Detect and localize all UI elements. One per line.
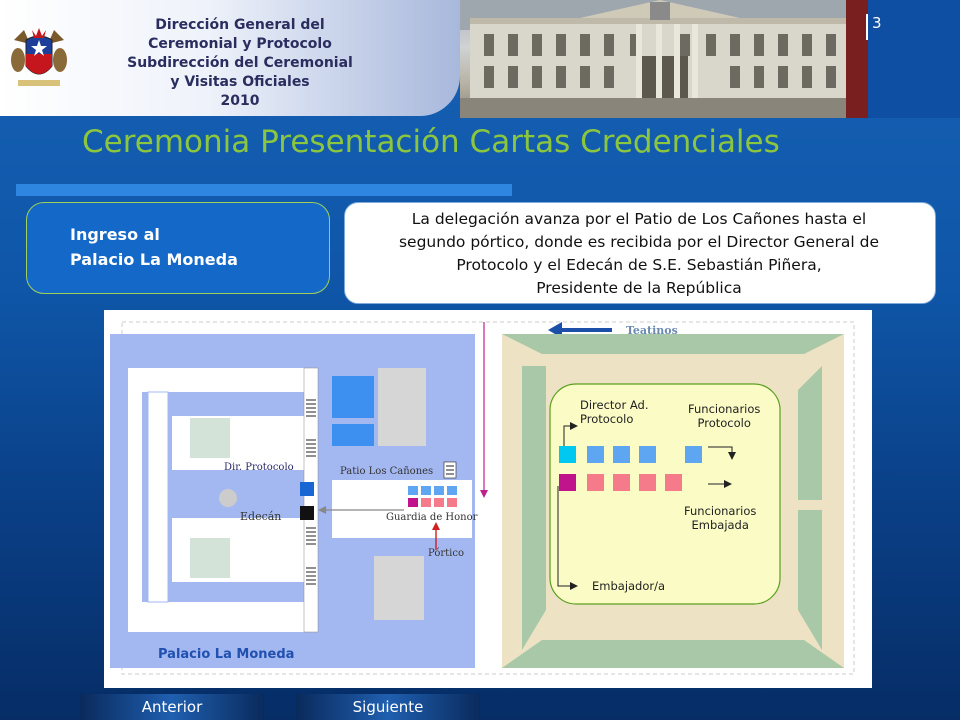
- street-label-teatinos: Teatinos: [626, 324, 678, 337]
- next-button[interactable]: Siguiente: [296, 694, 480, 720]
- page-number: 3: [872, 14, 882, 32]
- embassy-staff-marker: [639, 474, 656, 491]
- protocol-staff-marker: [613, 446, 630, 463]
- header-line: y Visitas Oficiales: [170, 74, 310, 90]
- coat-of-arms-logo: [8, 26, 70, 90]
- page-divider: [866, 14, 868, 40]
- edecan-label: Edecán: [240, 510, 282, 523]
- legend-func-protocolo-line: Protocolo: [697, 416, 751, 430]
- embassy-staff-marker: [613, 474, 630, 491]
- page-title: Ceremonia Presentación Cartas Credenciales: [82, 124, 780, 160]
- description-line: La delegación avanza por el Patio de Los Cañones hasta el: [411, 210, 867, 228]
- previous-button[interactable]: Anterior: [80, 694, 264, 720]
- description-line: Presidente de la República: [536, 279, 742, 297]
- step-label-line: Palacio La Moneda: [70, 250, 238, 269]
- palacio-label: Palacio La Moneda: [158, 647, 295, 662]
- legend-director-label: [580, 398, 648, 426]
- organization-header: [90, 16, 390, 111]
- legend-func-embajada-label: [684, 504, 756, 532]
- legend-func-protocolo-line: Funcionarios: [688, 402, 761, 416]
- title-underline-bar: [16, 184, 512, 196]
- legend-func-embajada-line: Funcionarios: [684, 504, 757, 518]
- protocol-staff-marker: [685, 446, 702, 463]
- legend-director-line: Director Ad.: [580, 398, 649, 412]
- embassy-staff-marker: [587, 474, 604, 491]
- page-number-panel: [868, 0, 960, 118]
- legend-func-embajada-line: Embajada: [691, 518, 749, 532]
- protocol-staff-marker: [587, 446, 604, 463]
- palace-photo: [460, 0, 868, 118]
- header-line: Ceremonial y Protocolo: [148, 36, 332, 52]
- header-line: Subdirección del Ceremonial: [127, 55, 353, 71]
- step-label: [70, 222, 238, 272]
- guardia-label: Guardia de Honor: [386, 512, 478, 523]
- legend-func-protocolo-label: [688, 402, 760, 430]
- protocol-staff-marker: [639, 446, 656, 463]
- director-protocol-marker: [559, 446, 576, 463]
- dir-protocolo-label: Dir. Protocolo: [224, 462, 294, 473]
- ambassador-marker: [559, 474, 576, 491]
- patio-label: Patio Los Cañones: [340, 466, 434, 477]
- description-line: Protocolo y el Edecán de S.E. Sebastián Piñera,: [456, 256, 822, 274]
- honor-guard-formation: [406, 486, 462, 510]
- palace-floor-map: [104, 310, 872, 688]
- step-label-line: Ingreso al: [70, 225, 160, 244]
- legend-embajador-label: Embajador/a: [592, 579, 666, 593]
- header-year: 2010: [220, 93, 260, 109]
- embassy-staff-marker: [665, 474, 682, 491]
- header-line: Dirección General del: [155, 17, 325, 33]
- description-line: segundo pórtico, donde es recibida por el Director General de: [398, 233, 880, 251]
- description-text: [350, 208, 928, 300]
- legend-director-line: Protocolo: [580, 412, 634, 426]
- portico-label: Pórtico: [428, 548, 464, 559]
